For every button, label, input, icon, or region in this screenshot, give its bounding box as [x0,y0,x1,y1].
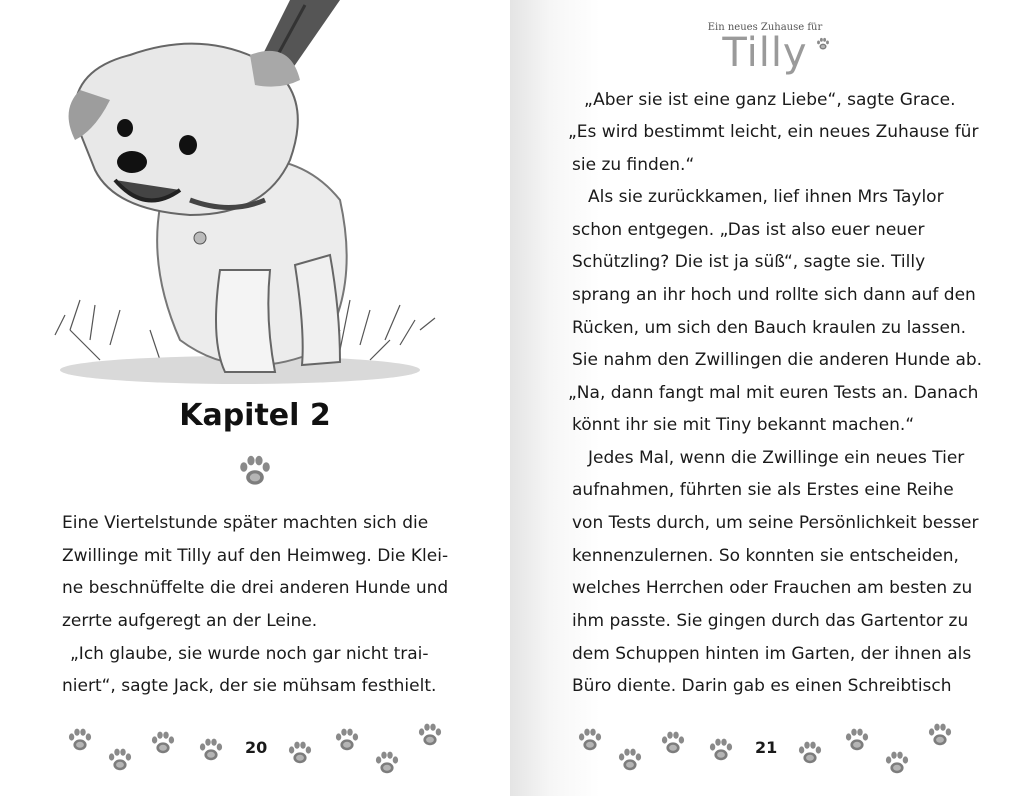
paw-icon [615,745,645,775]
paw-icon [148,728,178,758]
text-line: Zwillinge mit Tilly auf den Heimweg. Die Klei- [62,546,449,566]
text-line: Als sie zurückkamen, lief ihnen Mrs Taylor [588,187,944,207]
text-line: „Aber sie ist eine ganz Liebe“, sagte Grace. [584,90,956,110]
text-line: Jedes Mal, wenn die Zwillinge ein neues Tier [588,448,965,468]
paw-icon [285,738,315,768]
text-line: „Es wird bestimmt leicht, ein neues Zuhause für [568,122,979,142]
running-header-title: Tilly [722,30,808,76]
text-line: Schützling? Die ist ja süß“, sagte sie. Tilly [572,252,926,272]
paw-icon [372,748,402,778]
text-line: zerrte aufgeregt an der Leine. [62,611,318,631]
text-line: Rücken, um sich den Bauch kraulen zu lassen. [572,318,967,338]
paw-icon [815,36,831,52]
text-line: ihm passte. Sie gingen durch das Gartentor zu [572,611,969,631]
text-line: welches Herrchen oder Frauchen am besten zu [572,578,973,598]
running-header-subtitle: Ein neues Zuhause für [707,22,823,33]
text-line: „Ich glaube, sie wurde noch gar nicht trai- [70,644,429,664]
paw-icon [575,725,605,755]
text-line: Eine Viertelstunde später machten sich die [62,513,429,533]
paw-icon [706,735,736,765]
text-line: könnt ihr sie mit Tiny bekannt machen.“ [572,415,915,435]
right-page [510,0,1020,796]
page-number: 20 [245,738,268,757]
paw-icon [105,745,135,775]
puppy-illustration [40,0,440,395]
paw-icon [196,735,226,765]
paw-icon [235,451,275,491]
text-line: von Tests durch, um seine Persönlichkeit besser [572,513,979,533]
paw-icon [332,725,362,755]
text-line: Sie nahm den Zwillingen die anderen Hunde ab. [572,350,983,370]
text-line: ne beschnüffelte die drei anderen Hunde und [62,578,449,598]
paw-icon [842,725,872,755]
text-line: sprang an ihr hoch und rollte sich dann auf den [572,285,976,305]
text-line: schon entgegen. „Das ist also euer neuer [572,220,925,240]
text-line: dem Schuppen hinten im Garten, der ihnen als [572,644,972,664]
paw-icon [415,720,445,750]
chapter-title: Kapitel 2 [179,398,331,433]
paw-icon [65,725,95,755]
paw-icon [882,748,912,778]
text-line: kennenzulernen. So konnten sie entscheiden, [572,546,959,566]
text-line: Büro diente. Darin gab es einen Schreibtisch [572,676,952,696]
paw-icon [925,720,955,750]
paw-icon [658,728,688,758]
text-line: niert“, sagte Jack, der sie mühsam festhielt. [62,676,437,696]
page-number: 21 [755,738,778,757]
text-line: sie zu finden.“ [572,155,695,175]
text-line: „Na, dann fangt mal mit euren Tests an. Danach [568,383,979,403]
text-line: aufnahmen, führten sie als Erstes eine Reihe [572,480,954,500]
paw-icon [795,738,825,768]
